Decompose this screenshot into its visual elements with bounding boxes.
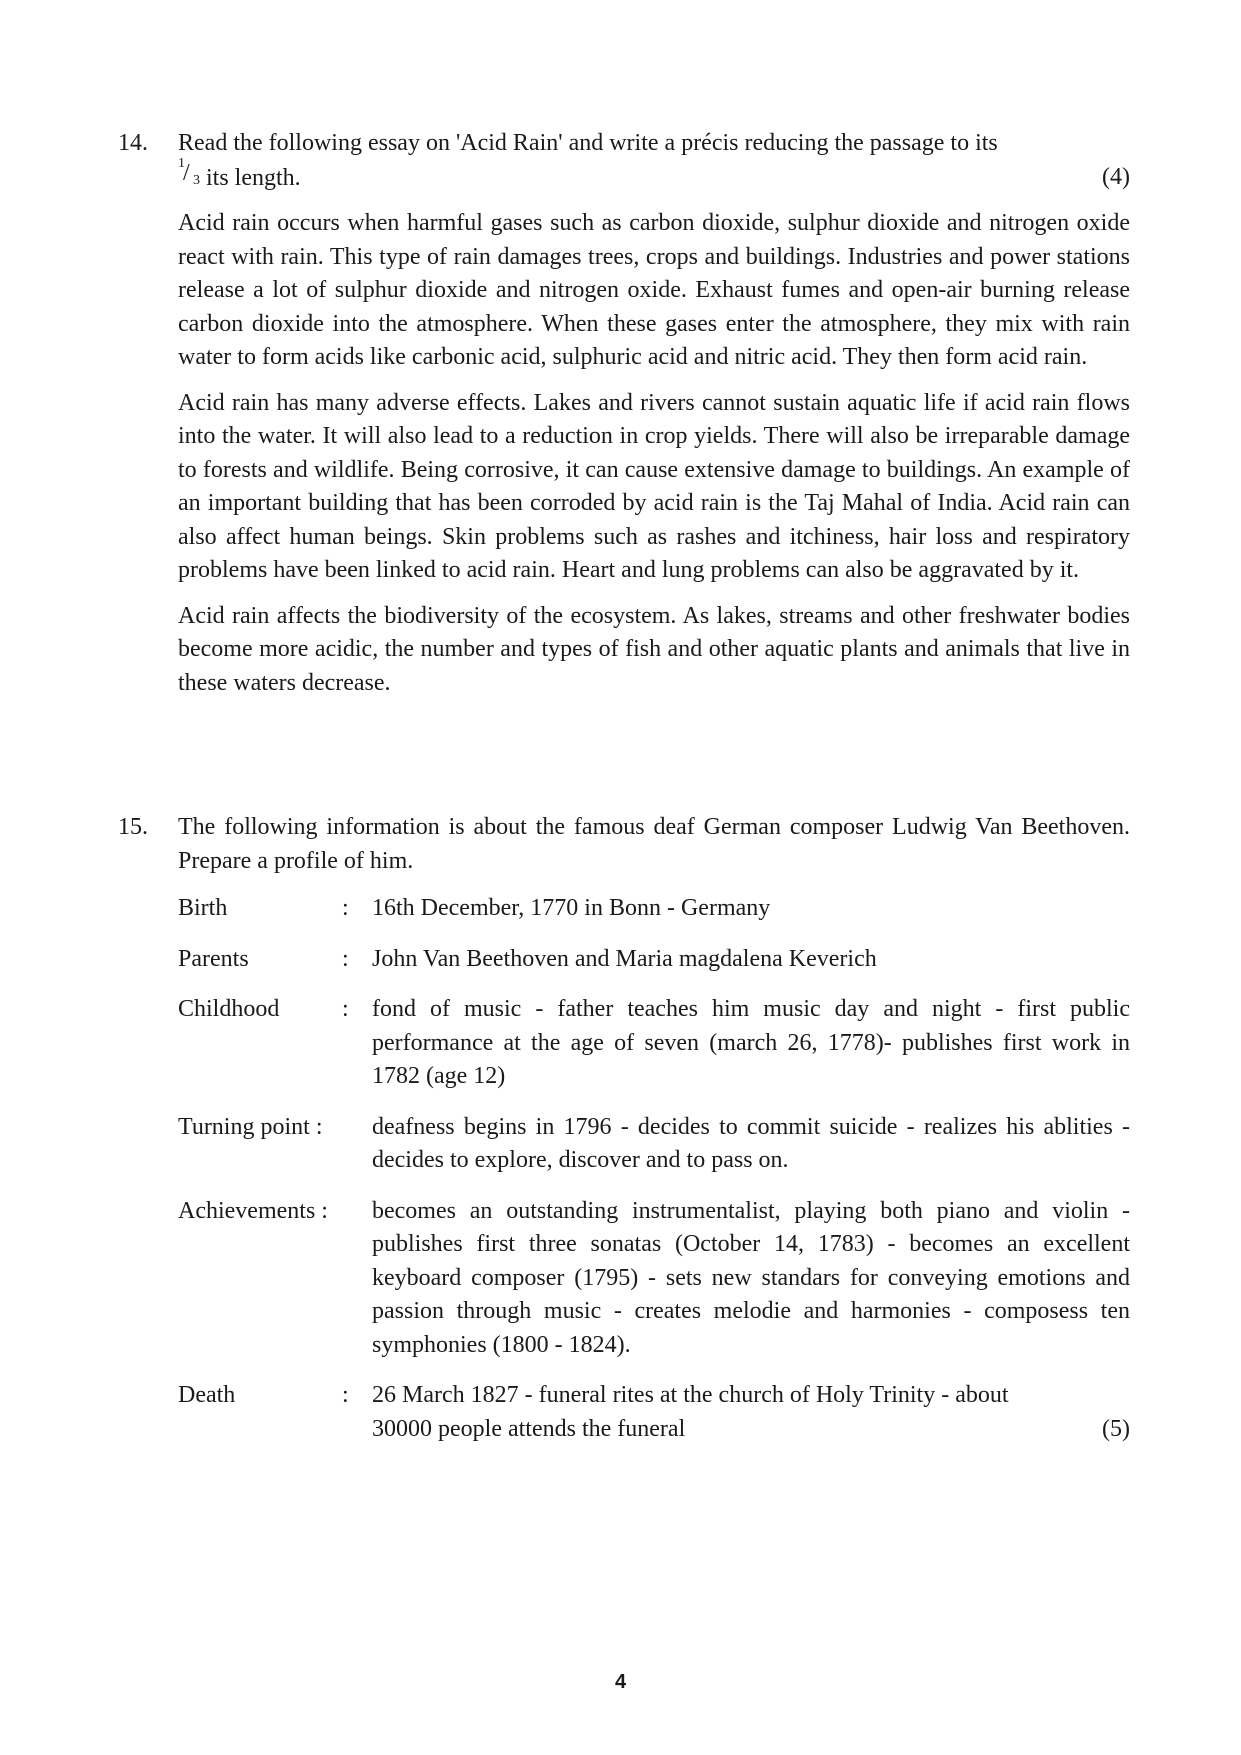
profile-row <box>178 993 1130 1094</box>
row-colon: : <box>342 895 349 921</box>
row-value-line2-text: 30000 people attends the funeral <box>372 1415 686 1442</box>
profile-row <box>178 943 1130 977</box>
row-label: Achievements : <box>178 1197 328 1224</box>
row-colon: : <box>342 996 349 1022</box>
question-number: 15. <box>118 814 148 840</box>
row-value: deafness begins in 1796 - decides to commit suicide - realizes his ablities - decides to explore, discover and to pass on. <box>372 1113 1130 1173</box>
row-value <box>372 1379 1130 1446</box>
prompt-end: its length. <box>200 164 301 191</box>
row-label: Childhood <box>178 996 280 1022</box>
question-prompt: The following information is about the famous deaf German composer Ludwig Van Beethoven. Prepare a profile of him. <box>178 814 1130 874</box>
row-value: fond of music - father teaches him music day and night - first public performance at the age of seven (march 26, 1778)- publishes first work in 1782 (age 12) <box>372 996 1130 1089</box>
fraction-numerator: 1 <box>178 155 185 171</box>
passage-paragraph: Acid rain has many adverse effects. Lakes and rivers cannot sustain aquatic life if acid rain flows into the water. It will also lead to a reduction in crop yields. There will also be irreparable damage to forests and wildlife. Being corrosive, it can cause extensive damage to buildings. An example of an important building that has been corroded by acid rain is the Taj Mahal of India. Acid rain can also affect human beings. Skin problems such as rashes and itchiness, hair loss and respiratory problems have been linked to acid rain. Heart and lung problems can also be aggravated by it. <box>178 389 1130 583</box>
question-marks: (5) <box>1102 1415 1130 1442</box>
prompt-fraction-line <box>178 155 301 196</box>
row-value-line1: 26 March 1827 - funeral rites at the church of Holy Trinity - about <box>372 1382 1009 1408</box>
profile-table <box>178 892 1130 1446</box>
passage-paragraph: Acid rain affects the biodiversity of the ecosystem. As lakes, streams and other freshwater bodies become more acidic, the number and types of fish and other aquatic plants and animals that live in these waters decrease. <box>178 602 1130 696</box>
profile-row <box>178 1195 1130 1363</box>
fraction-denominator: 3 <box>193 172 200 188</box>
profile-row <box>178 1111 1130 1178</box>
question-body <box>178 811 1130 1446</box>
profile-row <box>178 892 1130 926</box>
row-label: Birth <box>178 895 228 921</box>
question-14 <box>118 127 1130 700</box>
question-body <box>178 127 1130 700</box>
row-value: John Van Beethoven and Maria magdalena Keverich <box>372 945 877 972</box>
row-value: becomes an outstanding instrumentalist, playing both piano and violin - publishes first three sonatas (October 14, 1783) - becomes an excellent keyboard composer (1795) - sets new standars for conveying emotions and passion through music - creates melodie and harmonies - composess ten symphonies (1800 - 1824). <box>372 1197 1130 1358</box>
passage-paragraph: Acid rain occurs when harmful gases such as carbon dioxide, sulphur dioxide and nitrogen oxide react with rain. This type of rain damages trees, crops and buildings. Industries and power stations release a lot of sulphur dioxide and nitrogen oxide. Exhaust fumes and open-air burning release carbon dioxide into the atmosphere. When these gases enter the atmosphere, they mix with rain water to form acids like carbonic acid, sulphuric acid and nitric acid. They then form acid rain. <box>178 210 1130 370</box>
row-label: Parents <box>178 945 249 972</box>
row-label: Turning point : <box>178 1113 323 1140</box>
fraction-one-third <box>178 155 200 189</box>
question-marks: (4) <box>1102 163 1130 190</box>
question-prompt: Read the following essay on 'Acid Rain' and write a précis reducing the passage to its <box>178 130 998 156</box>
row-value: 16th December, 1770 in Bonn - Germany <box>372 895 771 921</box>
question-number: 14. <box>118 130 148 156</box>
profile-row <box>178 1379 1130 1446</box>
row-colon: : <box>342 1382 349 1408</box>
row-value-line2 <box>372 1413 1130 1447</box>
question-prompt-line2 <box>178 155 1130 196</box>
fraction-slash: / <box>183 159 190 186</box>
row-colon-empty <box>342 1195 372 1363</box>
row-colon: : <box>342 945 349 972</box>
row-label: Death <box>178 1382 236 1408</box>
question-15 <box>118 811 1130 1463</box>
page-number: 4 <box>614 1671 627 1693</box>
row-colon-empty <box>342 1111 372 1178</box>
